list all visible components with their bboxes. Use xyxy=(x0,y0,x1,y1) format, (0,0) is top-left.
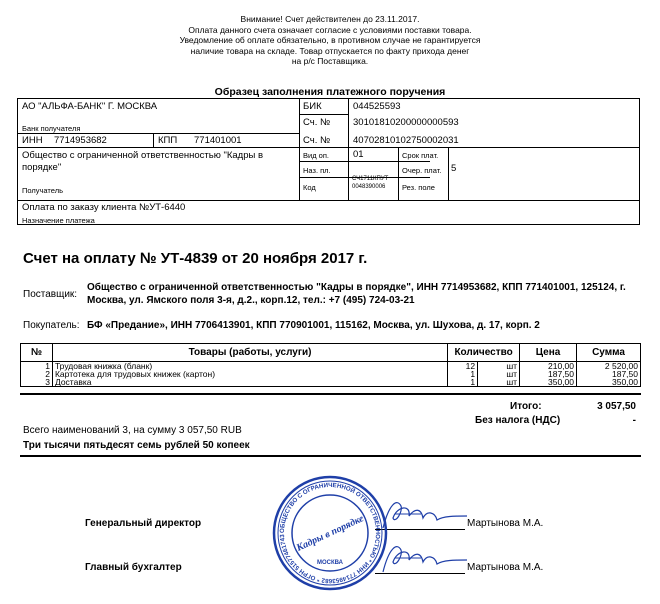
row-qty: 12 xyxy=(448,362,478,371)
row-qty: 1 xyxy=(448,370,478,378)
items-table xyxy=(20,343,641,387)
table-header xyxy=(21,344,641,362)
row-unit: шт xyxy=(478,362,520,371)
accountant-label: Главный бухгалтер xyxy=(85,562,182,573)
supplier-details: Общество с ограниченной ответственностью "Кадры в порядке", ИНН 7714953682, КПП 771401001, 125124, г. Москва, ул. Ямского поля 3-я, д.2., корп.12, тел.: +7 (495) 724-03-21 xyxy=(87,282,626,306)
srok-label: Срок плат. xyxy=(402,151,439,160)
supplier-label: Поставщик: xyxy=(23,289,78,300)
naz-label: Наз. пл. xyxy=(303,166,331,175)
row-sum: 2 520,00 xyxy=(577,362,641,371)
table-row xyxy=(21,378,641,387)
bank-name: АО "АЛЬФА-БАНК" Г. МОСКВА xyxy=(22,101,158,112)
summary-rule xyxy=(20,455,641,457)
director-signature xyxy=(375,494,470,534)
director-label: Генеральный директор xyxy=(85,518,202,529)
payment-purpose: Оплата по заказу клиента №УТ-6440 xyxy=(22,202,186,213)
col-price: Цена xyxy=(520,344,577,362)
account-value: 40702810102750002031 xyxy=(353,135,459,146)
row-name: Доставка xyxy=(52,378,447,387)
col-goods: Товары (работы, услуги) xyxy=(52,344,447,362)
notice-line: на р/с Поставщика. xyxy=(291,56,369,66)
recipient-name: Общество с ограниченной ответственностью "Кадры в порядке" xyxy=(22,150,264,173)
bik-label: БИК xyxy=(303,101,322,112)
row-sum: 350,00 xyxy=(577,378,641,387)
notice-line: Оплата данного счета означает согласие с условиями поставки товара. xyxy=(188,24,472,35)
row-price: 187,50 xyxy=(520,370,577,378)
payment-sample-box xyxy=(17,98,640,225)
inn-label: ИНН xyxy=(22,135,43,146)
col-number: № xyxy=(21,344,53,362)
row-sum: 187,50 xyxy=(577,370,641,378)
purpose-label: Назначение платежа xyxy=(22,216,95,225)
row-price: 210,00 xyxy=(520,362,577,371)
row-qty: 1 xyxy=(448,378,478,387)
row-name: Картотека для трудовых книжек (картон) xyxy=(52,370,447,378)
kod-label: Код xyxy=(303,183,316,192)
total-label: Итого: xyxy=(510,401,542,412)
payment-sample-title: Образец заполнения платежного поручения xyxy=(214,86,446,98)
notice-line: наличие товара на складе. Товар отпускается по факту прихода денег xyxy=(190,45,470,56)
rez-label: Рез. поле xyxy=(402,183,435,192)
inn-value: 7714953682 xyxy=(54,135,107,146)
corr-account-label: Сч. № xyxy=(303,117,331,128)
corr-account-value: 30101810200000000593 xyxy=(353,117,459,128)
row-price: 350,00 xyxy=(520,378,577,387)
account-label: Сч. № xyxy=(303,135,331,146)
notice-line: Внимание! Счет действителен до 23.11.2017. xyxy=(240,14,420,24)
validity-notice xyxy=(0,14,660,67)
row-number: 2 xyxy=(21,370,53,378)
vat-label: Без налога (НДС) xyxy=(475,415,561,426)
buyer-details: БФ «Предание», ИНН 7706413901, КПП 770901001, 115162, Москва, ул. Шухова, д. 17, корп. 2 xyxy=(87,320,540,331)
bik-value: 044525593 xyxy=(353,101,401,112)
summary-words: Три тысячи пятьдесят семь рублей 50 копеек xyxy=(23,440,250,451)
invoice-title: Счет на оплату № УТ-4839 от 20 ноября 2017 г. xyxy=(23,250,368,267)
accountant-name: Мартынова М.А. xyxy=(467,562,544,573)
stamp-ring-text: ОБЩЕСТВО С ОГРАНИЧЕННОЙ ОТВЕТСТВЕННОСТЬЮ * ИНН 7714953682 * ОГРН 51577461743 xyxy=(278,481,382,585)
row-unit: шт xyxy=(478,378,520,387)
vid-label: Вид оп. xyxy=(303,151,329,160)
buyer-label: Покупатель: xyxy=(23,320,80,331)
kpp-value: 771401001 xyxy=(194,135,242,146)
kod-value: СЧ1711КПУТ 0048390006 xyxy=(352,176,389,190)
row-number: 1 xyxy=(21,362,53,371)
total-value: 3 057,50 xyxy=(597,401,636,412)
notice-line: Уведомление об оплате обязательно, в противном случае не гарантируется xyxy=(179,35,481,45)
director-name: Мартынова М.А. xyxy=(467,518,544,529)
stamp-center-text: Кадры в порядке xyxy=(294,513,366,554)
col-sum: Сумма xyxy=(577,344,641,362)
recipient-label: Получатель xyxy=(22,186,63,195)
bank-label: Банк получателя xyxy=(22,124,81,133)
ocher-label: Очер. плат. xyxy=(402,166,442,175)
accountant-signature xyxy=(375,538,470,578)
ocher-value: 5 xyxy=(451,163,457,174)
stamp-city: МОСКВА xyxy=(316,560,344,566)
summary-count: Всего наименований 3, на сумму 3 057,50 RUB xyxy=(23,425,242,436)
col-quantity: Количество xyxy=(448,344,520,362)
company-stamp xyxy=(272,474,388,592)
vat-value: - xyxy=(632,415,636,426)
row-name: Трудовая книжка (бланк) xyxy=(52,362,447,371)
vid-value: 01 xyxy=(353,149,364,160)
row-unit: шт xyxy=(478,370,520,378)
row-number: 3 xyxy=(21,378,53,387)
table-bottom-rule xyxy=(20,393,641,395)
kpp-label: КПП xyxy=(158,135,178,146)
